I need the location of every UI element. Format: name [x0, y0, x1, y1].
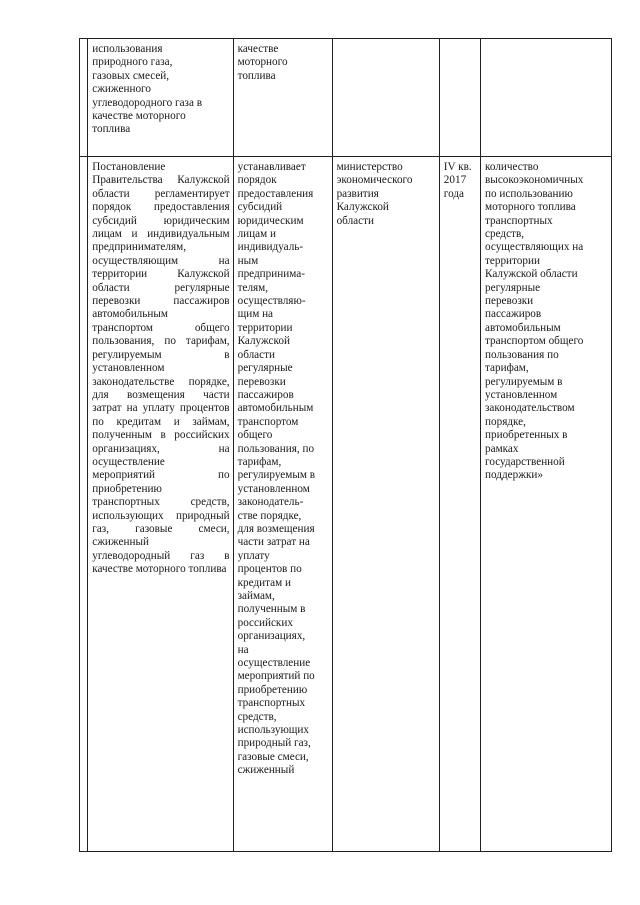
subject-cell [233, 157, 332, 852]
measures-table [79, 38, 612, 852]
responsible-cell [332, 157, 439, 852]
document-name-text: Постановление Правительства Калужской области регламентирует порядок предоставления субсидий юридическим лицам и индивидуальным предпринимателям, осуществляющим на территории Калужской области регулярные перевозки пассажиров автомобильным транспортом общего пользования, по тарифам, регулируемым в установленном законодательстве порядке, для возмещения части затрат на уплату процентов по кредитам и займам, полученным в российских организациях, на осуществление мероприятий по приобретению транспортных средств, использующих природный газ, газовые смеси, сжиженный углеводородный газ в качестве моторного топлива [92, 161, 230, 576]
indicator-cell [481, 157, 612, 852]
document-name-cell [88, 157, 233, 852]
indicator-text: количество высокоэкономичных по использованию моторного топлива транспортных средств, осуществляющих на территории Калужской области регулярные перевозки пассажиров автомобильным транспортом общего пользования по тарифам, регулируемым в установленном законодательством порядке, приобретенных в рамках государственной поддержки» [485, 161, 584, 482]
subject-text: качестве моторного топлива [237, 43, 288, 82]
indicator-cell [481, 39, 612, 157]
table-row [80, 157, 612, 852]
document-name-cell [88, 39, 233, 157]
table-row [80, 39, 612, 157]
responsible-cell [332, 39, 439, 157]
deadline-cell [439, 39, 480, 157]
responsible-text: министерство экономического развития Калужской области [336, 161, 413, 227]
row-number-cell [80, 157, 88, 852]
deadline-text: IV кв. 2017 года [443, 161, 472, 200]
document-name-text: использования природного газа, газовых смесей, сжиженного углеводородного газа в качестве моторного топлива [92, 43, 203, 136]
subject-text: устанавливает порядок предоставления субсидий юридическим лицам и индивидуаль- ным предпринима- телям, осуществляю- щим на территории Калужской области регулярные перевозки пассажиров автомобильным транспортом общего пользования, по тарифам, регулируемым в установленном законодатель- стве порядке, для возмещения части затрат на уплату процентов по кредитам и займам, полученным в российских организациях, на осуществление мероприятий по приобретению транспортных средств, использующих природный газ, газовые смеси, сжиженный [237, 161, 316, 777]
subject-cell [233, 39, 332, 157]
row-number-cell [80, 39, 88, 157]
deadline-cell [439, 157, 480, 852]
